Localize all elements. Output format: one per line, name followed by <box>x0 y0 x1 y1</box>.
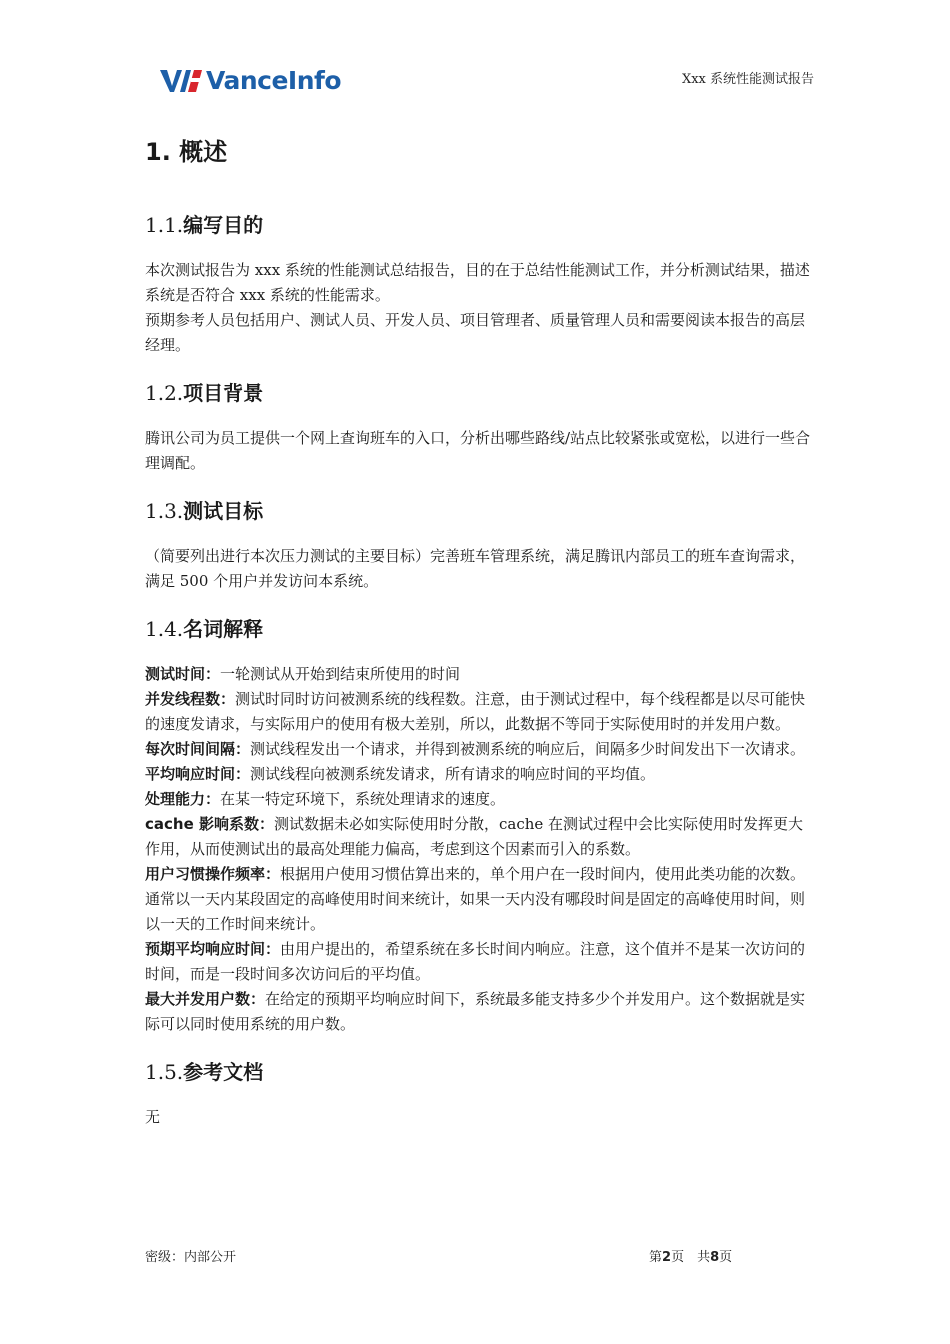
glossary-term: 并发线程数： <box>145 690 236 708</box>
section-title: 测试目标 <box>183 499 264 523</box>
section-heading-purpose <box>145 208 813 242</box>
company-logo <box>160 64 341 96</box>
glossary-definition: 测试数据未必如实际使用时分散，cache 在测试过程中会比实际使用时发挥更大作用，从而使测试出的最高处理能力偏高，考虑到这个因素而引入的系数。 <box>145 815 804 858</box>
page-number <box>649 1246 732 1265</box>
section-heading-goals <box>145 494 813 528</box>
glossary-entry <box>145 862 813 937</box>
glossary-definition: 测试线程发出一个请求，并得到被测系统的响应后，间隔多少时间发出下一次请求。 <box>250 740 806 758</box>
glossary-entry <box>145 687 813 737</box>
paragraph: 腾讯公司为员工提供一个网上查询班车的入口，分析出哪些路线/站点比较紧张或宽松，以进行一些合理调配。 <box>145 429 811 472</box>
paragraph: （简要列出进行本次压力测试的主要目标）完善班车管理系统，满足腾讯内部员工的班车查询需求，满足 500 个用户并发访问本系统。 <box>145 547 806 590</box>
section-title: 项目背景 <box>183 381 264 405</box>
glossary-definition: 测试时同时访问被测系统的线程数。注意，由于测试过程中，每个线程都是以尽可能快的速度发请求，与实际用户的使用有极大差别，所以，此数据不等同于实际使用时的并发用户数。 <box>145 690 806 733</box>
glossary-entry <box>145 737 813 762</box>
header-title: Xxx 系统性能测试报告 <box>681 72 814 87</box>
glossary-entry <box>145 662 813 687</box>
glossary-definition: 一轮测试从开始到结束所使用的时间 <box>220 665 461 683</box>
glossary-entry <box>145 812 813 862</box>
glossary-term: 预期平均响应时间： <box>145 940 281 958</box>
glossary-entry <box>145 937 813 987</box>
section-heading-glossary <box>145 612 813 646</box>
page-suffix: 页 <box>719 1250 733 1265</box>
logo-text: VanceInfo <box>206 65 342 95</box>
glossary-term: 测试时间： <box>145 665 221 683</box>
glossary-term: 处理能力： <box>145 790 221 808</box>
section-number: 1.2. <box>145 381 184 405</box>
glossary-entry <box>145 787 813 812</box>
section-title: 名词解释 <box>183 617 264 641</box>
glossary-definition: 测试线程向被测系统发请求，所有请求的响应时间的平均值。 <box>250 765 656 783</box>
chapter-heading: 1. 概述 <box>145 138 228 166</box>
security-level: 密级：内部公开 <box>145 1250 237 1265</box>
paragraph: 预期参考人员包括用户、测试人员、开发人员、项目管理者、质量管理人员和需要阅读本报告的高层经理。 <box>145 311 806 354</box>
page-prefix: 第 <box>649 1250 663 1265</box>
section-number: 1.3. <box>145 499 184 523</box>
glossary-entry <box>145 762 813 787</box>
glossary-term: 用户习惯操作频率： <box>145 865 281 883</box>
glossary-definition: 由用户提出的，希望系统在多长时间内响应。注意，这个值并不是某一次访问的时间，而是一段时间多次访问后的平均值。 <box>145 940 806 983</box>
glossary-definition: 在某一特定环境下，系统处理请求的速度。 <box>220 790 506 808</box>
section-number: 1.4. <box>145 617 184 641</box>
section-title: 参考文档 <box>183 1060 264 1084</box>
section-title: 编写目的 <box>183 213 264 237</box>
paragraph: 无 <box>145 1108 161 1126</box>
glossary-term: 每次时间间隔： <box>145 740 251 758</box>
section-heading-background <box>145 376 813 410</box>
current-page: 2 <box>662 1250 672 1265</box>
glossary-entry <box>145 987 813 1037</box>
document-body <box>145 132 813 1130</box>
total-pages: 8 <box>710 1250 720 1265</box>
section-heading-references <box>145 1055 813 1089</box>
vanceinfo-logo-icon <box>160 66 204 94</box>
page-mid: 页 共 <box>671 1250 711 1265</box>
paragraph: 本次测试报告为 xxx 系统的性能测试总结报告，目的在于总结性能测试工作，并分析测试结果，描述系统是否符合 xxx 系统的性能需求。 <box>145 261 810 304</box>
section-number: 1.5. <box>145 1060 184 1084</box>
section-number: 1.1. <box>145 213 184 237</box>
glossary-term: 最大并发用户数： <box>145 990 266 1008</box>
glossary-definition: 根据用户使用习惯估算出来的，单个用户在一段时间内，使用此类功能的次数。通常以一天内某段固定的高峰使用时间来统计，如果一天内没有哪段时间是固定的高峰使用时间，则以一天的工作时间来统计。 <box>145 865 806 933</box>
glossary-definition: 在给定的预期平均响应时间下，系统最多能支持多少个并发用户。这个数据就是实际可以同时使用系统的用户数。 <box>145 990 806 1033</box>
glossary-term: 平均响应时间： <box>145 765 251 783</box>
glossary-term: cache 影响系数： <box>145 815 274 833</box>
